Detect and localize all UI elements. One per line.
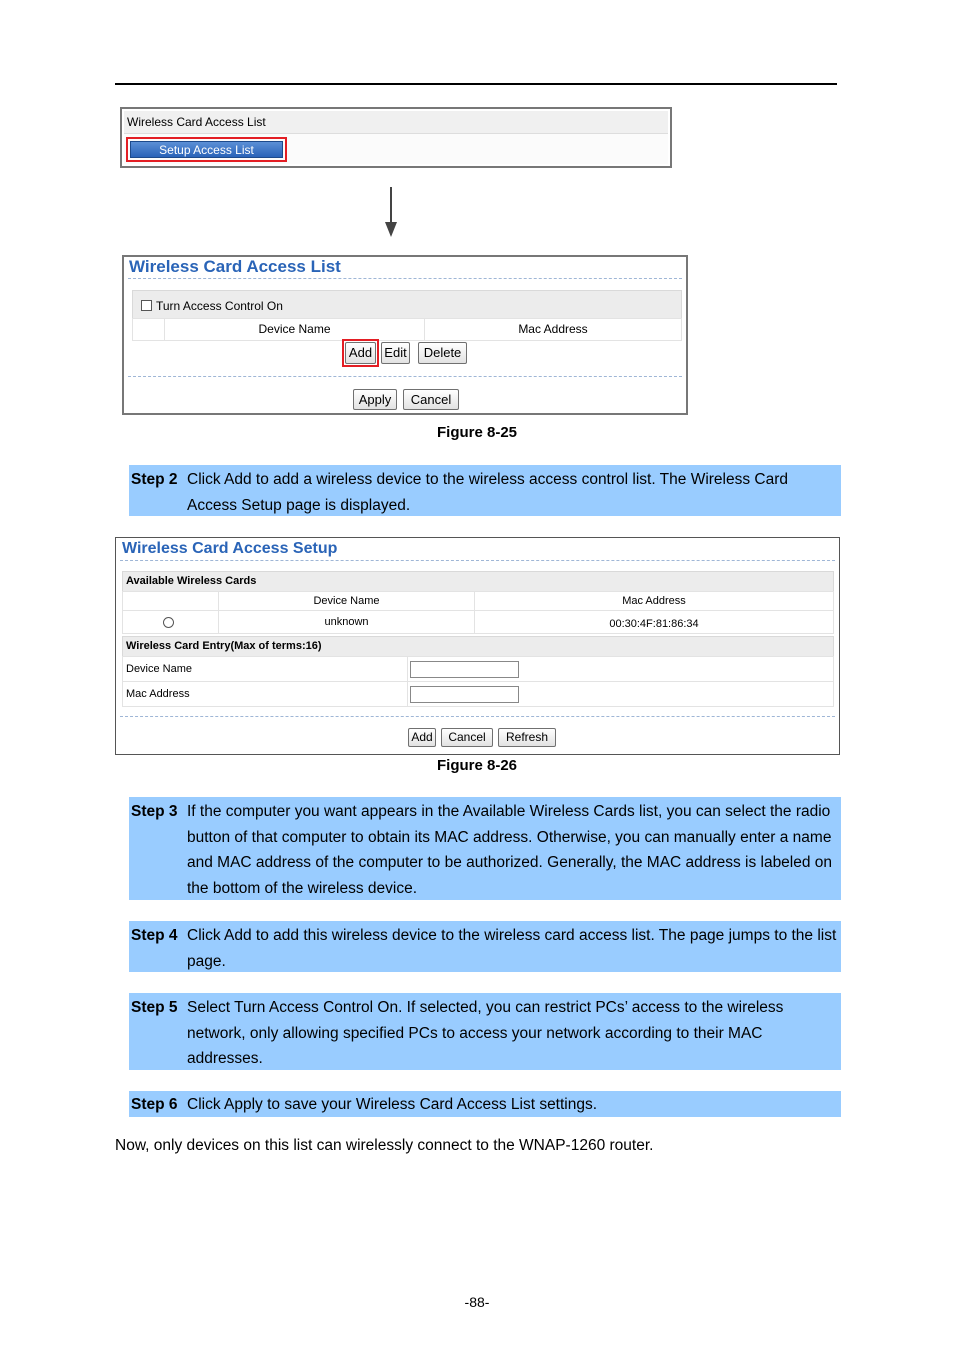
access-list-summary-panel [120,107,672,168]
divider [120,716,835,717]
step-text: Select Turn Access Control On. If selected, you can restrict PCs’ access to the wireless network, only allowing specified PCs to access your network according to their MAC addresses. [187,999,784,1067]
add-button[interactable]: Add [345,342,376,364]
panel-header: Wireless Card Access List [124,111,668,134]
cancel-button[interactable]: Cancel [441,728,493,747]
available-cards-header: Available Wireless Cards [122,571,834,592]
cancel-button[interactable]: Cancel [403,389,459,410]
apply-button[interactable]: Apply [353,389,397,410]
column-device-name: Device Name [218,591,475,611]
access-control-header [132,290,682,319]
arrow-head-icon [385,222,397,237]
figure-caption: Figure 8-25 [436,424,518,441]
table-cell-select [122,610,219,634]
mac-address-label: Mac Address [122,681,408,707]
step-box [129,993,841,1070]
table-cell-mac: 00:30:4F:81:86:34 [474,610,834,634]
step-box [129,797,841,900]
card-radio[interactable] [163,617,174,628]
step-text: If the computer you want appears in the Available Wireless Cards list, you can select the radio button of that computer to obtain its MAC address. Otherwise, you can manually enter a name and MAC address of the computer to be authorized. Generally, the MAC address is labeled on the bottom of the wireless device. [187,803,833,897]
device-name-label: Device Name [122,656,408,682]
step-label: Step 4 [131,927,178,944]
refresh-button[interactable]: Refresh [498,728,556,747]
setup-access-list-button[interactable]: Setup Access List [130,141,283,158]
delete-button[interactable]: Delete [418,342,467,364]
down-arrow-icon [390,187,392,225]
step-label: Step 6 [131,1096,178,1113]
panel-row [124,134,668,164]
panel-title: Wireless Card Access Setup [122,540,338,557]
step-box [129,1091,841,1117]
device-name-cell [407,656,834,682]
step-text: Click Apply to save your Wireless Card Access List settings. [187,1096,598,1113]
table-header-select [122,591,219,611]
divider [128,278,682,279]
access-control-checkbox[interactable] [141,300,152,311]
divider [120,560,835,561]
step-label: Step 3 [131,803,178,820]
column-mac-address: Mac Address [474,591,834,611]
step-box [129,921,841,972]
mac-address-input[interactable] [410,686,519,703]
access-setup-panel [115,537,840,755]
access-control-label: Turn Access Control On [156,299,283,313]
divider [128,376,682,377]
entry-header: Wireless Card Entry(Max of terms:16) [122,636,834,657]
header-rule [115,83,837,85]
column-device-name: Device Name [164,318,425,341]
page-number: -88- [464,1294,490,1310]
edit-button[interactable]: Edit [381,342,410,364]
step-box [129,465,841,516]
step-label: Step 5 [131,999,178,1016]
mac-address-cell [407,681,834,707]
closing-paragraph: Now, only devices on this list can wirelessly connect to the WNAP-1260 router. [115,1137,654,1154]
figure-caption: Figure 8-26 [436,757,518,774]
add-button[interactable]: Add [408,728,436,747]
step-text: Click Add to add this wireless device to the wireless card access list. The page jumps to the list page. [187,927,837,970]
highlight-box [126,137,287,162]
panel-title: Wireless Card Access List [129,257,341,276]
step-text: Click Add to add a wireless device to the wireless access control list. The Wireless Card Access Setup page is displayed. [187,471,789,514]
table-cell-device: unknown [218,610,475,634]
table-header-select [132,318,165,341]
access-list-panel [122,255,688,415]
device-name-input[interactable] [410,661,519,678]
column-mac-address: Mac Address [424,318,682,341]
step-label: Step 2 [131,471,178,488]
